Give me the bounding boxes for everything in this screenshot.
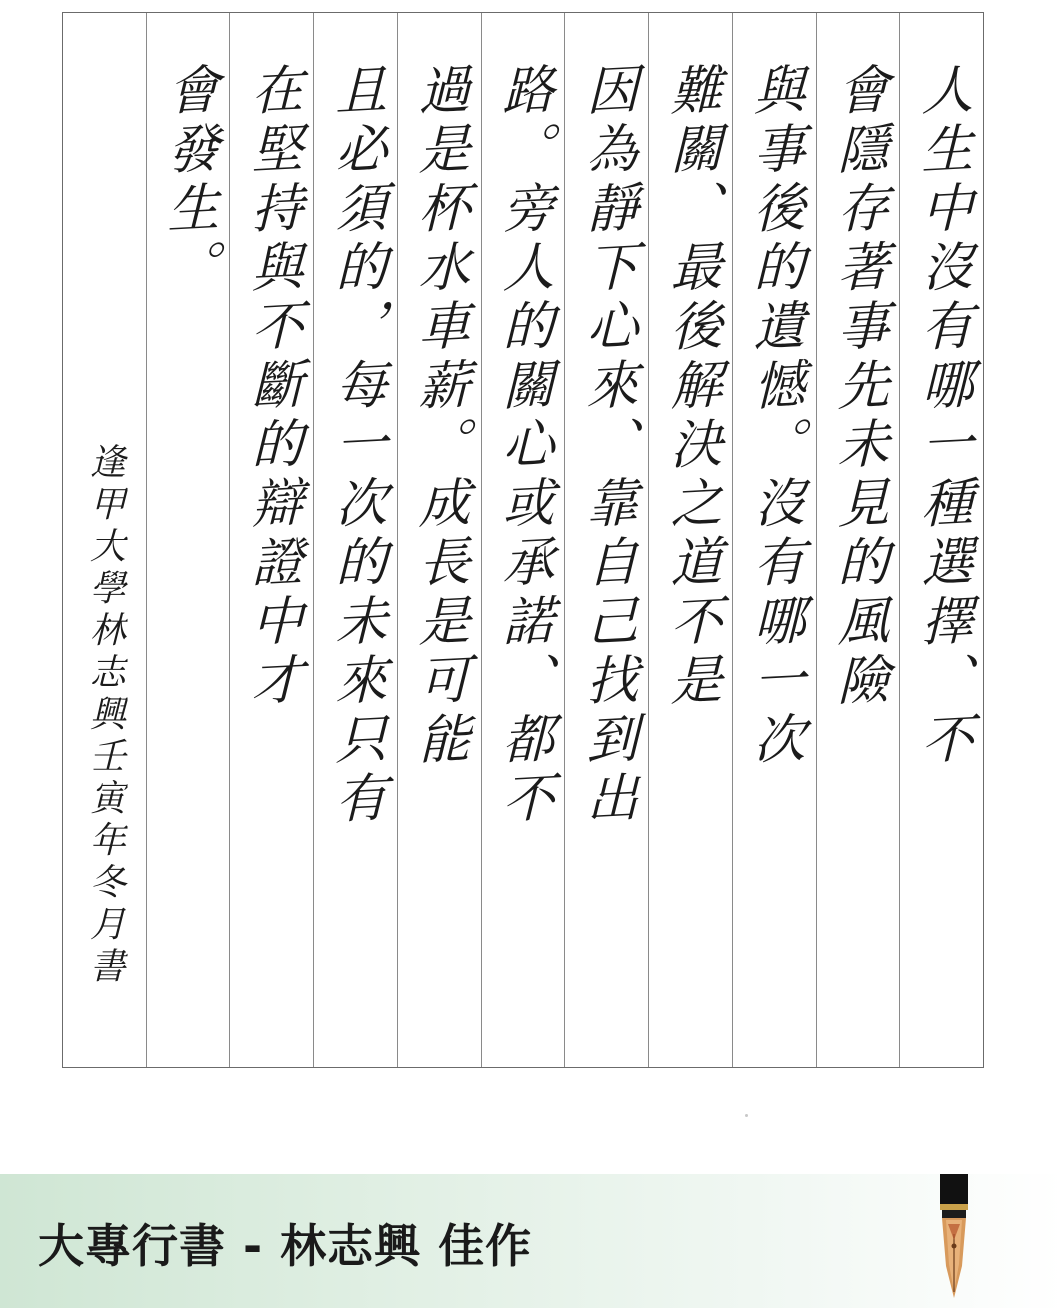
manuscript-line: 會隱存著事先未見的風險 [827,61,888,714]
footer-banner [0,1174,1063,1308]
manuscript-line: 過是杯水車薪。成長是可能 [409,61,470,773]
text-column-10 [146,13,230,1067]
manuscript-line: 人生中沒有哪一種選擇、不 [911,61,972,773]
manuscript-sheet [62,12,984,1068]
text-column-4 [648,13,732,1067]
text-column-8 [313,13,397,1067]
manuscript-line: 因為靜下心來、靠自己找到出 [576,61,637,832]
manuscript-line: 與事後的遺憾。沒有哪一次 [744,61,805,773]
fountain-pen-icon [932,1174,976,1302]
manuscript-line: 難關、最後解決之道不是 [660,61,721,714]
text-column-1 [899,13,983,1067]
manuscript-line: 且必須的，每一次的未來只有 [325,61,386,832]
speck [745,1114,748,1117]
text-column-7 [397,13,481,1067]
signature: 逢甲大學林志興壬寅年冬月書 [84,443,126,989]
manuscript-line: 在堅持與不斷的辯證中才 [241,61,302,714]
manuscript-line: 會發生。 [158,61,219,301]
text-column-3 [732,13,816,1067]
footer-title: 大專行書 - 林志興 佳作 [38,1219,533,1273]
text-column-9 [229,13,313,1067]
signature-column [63,13,146,1067]
text-column-2 [816,13,900,1067]
text-column-5 [564,13,648,1067]
text-column-6 [481,13,565,1067]
manuscript-line: 路。旁人的關心或承諾、都不 [493,61,554,832]
